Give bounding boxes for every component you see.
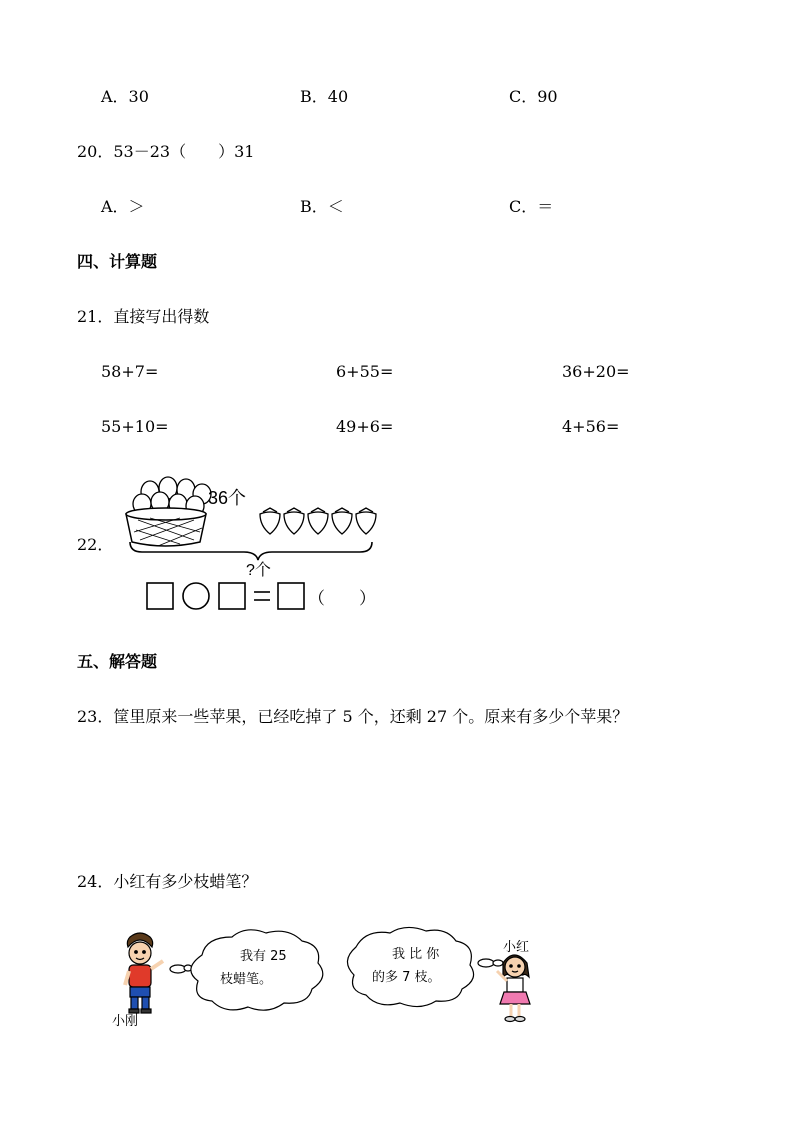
q24-stem: 24．小红有多少枝蜡笔？	[77, 872, 258, 891]
basket	[126, 508, 206, 546]
boy-figure	[125, 933, 163, 1013]
q24-illustration	[110, 925, 550, 1035]
q21-item: 49+6=	[336, 417, 394, 436]
q23-stem: 23．筐里原来一些苹果，已经吃掉了 5 个，还剩 27 个。原来有多少个苹果？	[77, 707, 629, 726]
q20-option-b: B．＜	[300, 197, 344, 216]
q21-stem: 21．直接写出得数	[77, 307, 210, 326]
section-4-title: 四、计算题	[77, 252, 158, 271]
q19-option-c: C．90	[509, 87, 558, 106]
girl-name-label: 小红	[503, 940, 530, 955]
section-5-title: 五、解答题	[77, 652, 158, 671]
answer-box[interactable]	[147, 583, 173, 609]
girl-speech-line2: 的多 7 枝。	[372, 970, 441, 985]
boy-name-label: 小刚	[112, 1014, 139, 1029]
q20-stem: 20．53－23（ ）31	[77, 142, 255, 161]
q19-option-b: B．40	[300, 87, 349, 106]
q22-number: 22．	[77, 535, 114, 554]
q21-item: 58+7=	[101, 362, 159, 381]
q20-option-a: A．＞	[101, 197, 145, 216]
girl-speech-bubble	[347, 927, 503, 1006]
equation-template	[147, 583, 304, 609]
q21-item: 55+10=	[101, 417, 169, 436]
q22-strawberry-illustration	[120, 470, 390, 615]
q21-item: 36+20=	[562, 362, 630, 381]
total-unknown-label: ?个	[246, 562, 271, 579]
answer-box[interactable]	[219, 583, 245, 609]
q21-item: 4+56=	[562, 417, 620, 436]
boy-speech-line1: 我有 25	[240, 949, 287, 964]
answer-box[interactable]	[278, 583, 304, 609]
boy-speech-bubble	[170, 930, 323, 1010]
loose-strawberries	[260, 508, 376, 534]
operator-circle[interactable]	[183, 583, 209, 609]
unit-parentheses: （ ）	[308, 589, 376, 608]
q20-option-c: C．＝	[509, 197, 554, 216]
boy-speech-line2: 枝蜡笔。	[220, 972, 273, 987]
q21-item: 6+55=	[336, 362, 394, 381]
q19-option-a: A．30	[101, 87, 149, 106]
girl-speech-line1: 我 比 你	[392, 947, 440, 962]
basket-count-label: 36个	[208, 488, 247, 508]
